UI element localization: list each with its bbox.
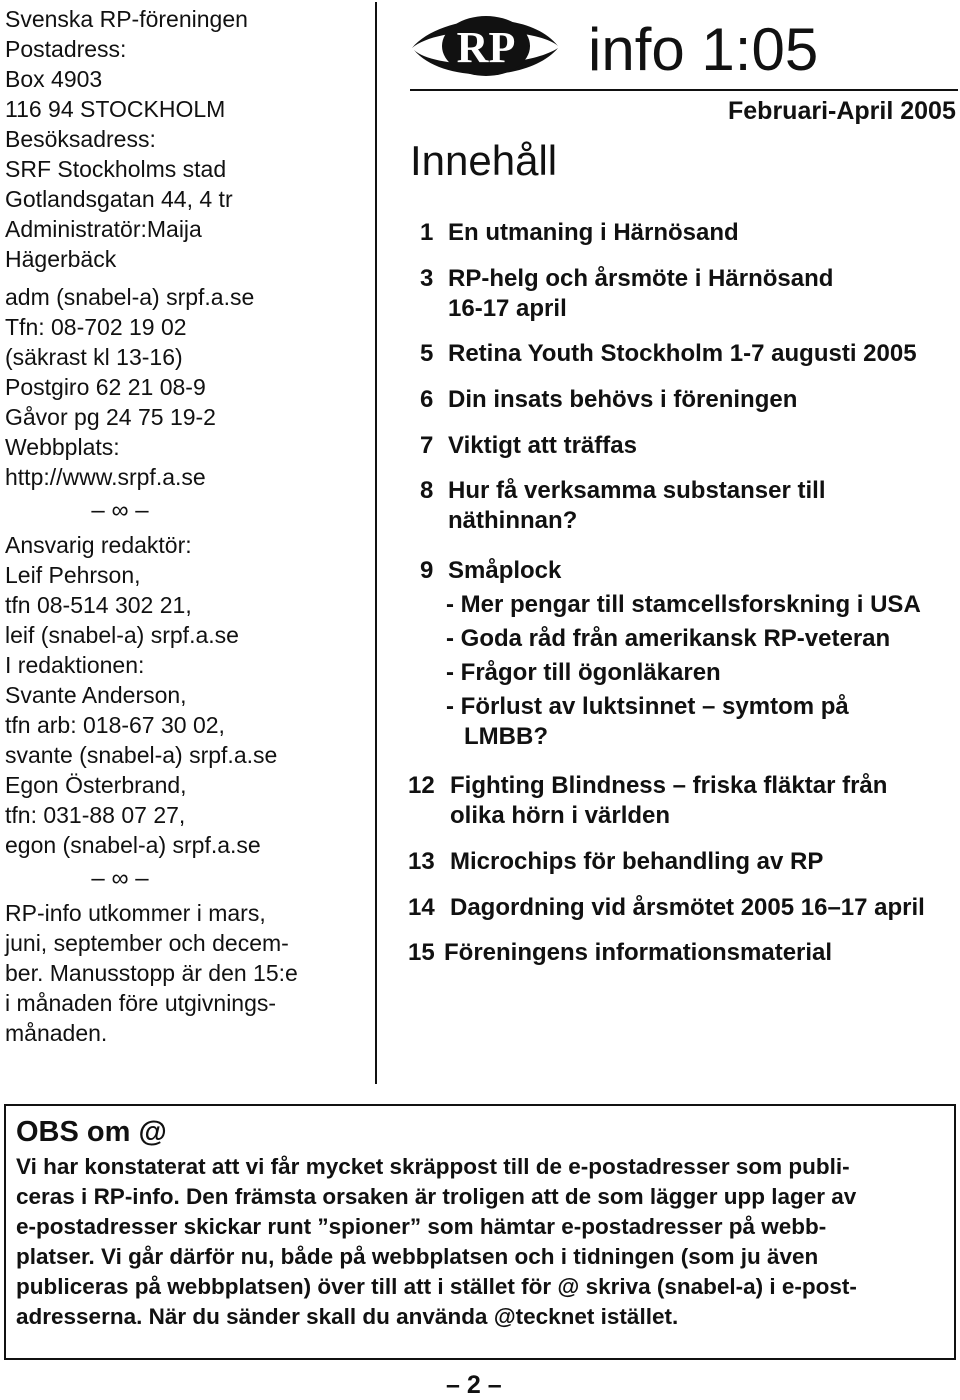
toc-entry-title: RP-helg och årsmöte i Härnösand (448, 265, 834, 292)
editor-line: Svante Anderson, (5, 682, 187, 708)
toc-entry-title: - Förlust av luktsinnet – symtom på (446, 693, 849, 720)
obs-text-line: e-postadresser skickar runt ”spioner” som hämtar e-postadresser på webb- (16, 1214, 827, 1239)
issue-title: info 1:05 (588, 16, 819, 83)
editor-line: svante (snabel-a) srpf.a.se (5, 742, 278, 768)
contact-column (5, 4, 370, 1048)
publication-line: månaden. (5, 1020, 108, 1046)
page-number: – 2 – (446, 1371, 502, 1399)
editor-line: tfn 08-514 302 21, (5, 592, 192, 618)
editor-line: Leif Pehrson, (5, 562, 141, 588)
toc-page-number: 3 (420, 265, 434, 292)
publication-note (5, 898, 370, 1048)
contact-line: Administratör:Maija (5, 216, 202, 242)
contact-line: Webbplats: (5, 434, 120, 460)
toc-entry-title: Småplock (448, 557, 562, 584)
gift-line: Gåvor pg 24 75 19-2 (5, 404, 216, 430)
contact-line: (säkrast kl 13-16) (5, 344, 183, 370)
contact-line: Postadress: (5, 36, 127, 62)
toc-entry-title: LMBB? (464, 723, 548, 750)
obs-text-line: ceras i RP-info. Den främsta orsaken är troligen att de som lägger upp lager av (16, 1184, 857, 1209)
issue-date: Februari-April 2005 (728, 97, 956, 125)
toc-page-number: 8 (420, 477, 434, 504)
toc-page-number: 13 (408, 848, 435, 875)
editor-line: egon (snabel-a) srpf.a.se (5, 832, 261, 858)
editor-line: tfn arb: 018-67 30 02, (5, 712, 225, 738)
publication-line: ber. Manusstopp är den 15:e (5, 960, 298, 986)
logo-text: RP (456, 23, 516, 72)
publication-line: juni, september och decem- (5, 930, 289, 956)
toc-page-number: 7 (420, 432, 434, 459)
rp-eye-logo-icon (410, 10, 560, 82)
address-block (5, 4, 370, 492)
toc-entry-title: Din insats behövs i föreningen (448, 386, 798, 413)
org-name: Svenska RP-föreningen (5, 6, 248, 32)
editor-line: Ansvarig redaktör: (5, 532, 192, 558)
toc-heading: Innehåll (410, 137, 558, 184)
obs-text-line: platser. Vi går därför nu, både på webbplatsen och i tidningen (som ju även (16, 1244, 819, 1269)
contact-line: 116 94 STOCKHOLM (5, 96, 226, 122)
toc-page-number: 15 (408, 939, 435, 966)
obs-text-line: publiceras på webbplatsen) över till att i stället för @ skriva (snabel-a) i e-post- (16, 1274, 857, 1299)
toc-entry-title: Retina Youth Stockholm 1-7 augusti 2005 (448, 340, 917, 367)
contact-line: Gotlandsgatan 44, 4 tr (5, 186, 233, 212)
toc-entry-title: Hur få verksamma substanser till (448, 477, 826, 504)
toc-page-number: 5 (420, 340, 434, 367)
obs-title: OBS om @ (16, 1116, 167, 1148)
editor-line: leif (snabel-a) srpf.a.se (5, 622, 239, 648)
toc-entry-title: 16-17 april (448, 295, 567, 322)
toc-entry-title: Föreningens informationsmaterial (444, 939, 833, 966)
editors-block (5, 530, 370, 860)
toc-entry-title: - Frågor till ögonläkaren (446, 659, 721, 686)
publication-line: RP-info utkommer i mars, (5, 900, 266, 926)
admin-email: adm (snabel-a) srpf.a.se (5, 284, 255, 310)
toc-entry-title: - Mer pengar till stamcellsforskning i USA (446, 591, 921, 618)
obs-text-line: adresserna. När du sänder skall du använda @tecknet istället. (16, 1304, 679, 1329)
toc-entry-title: Viktigt att träffas (448, 432, 637, 459)
toc-page-number: 1 (420, 219, 434, 246)
toc-entry-title: En utmaning i Härnösand (448, 219, 739, 246)
toc-page-number: 14 (408, 894, 435, 921)
toc-page-number: 6 (420, 386, 434, 413)
infinity-separator: – ∞ – (91, 865, 149, 892)
rp-logo (410, 10, 560, 87)
toc-entry-title: - Goda råd från amerikansk RP-veteran (446, 625, 891, 652)
editor-line: Egon Österbrand, (5, 772, 187, 798)
toc-entry-title: Microchips för behandling av RP (450, 848, 824, 875)
toc-entry-title: Fighting Blindness – friska fläktar från (450, 772, 888, 799)
website-link[interactable]: http://www.srpf.a.se (5, 464, 206, 490)
publication-line: i månaden före utgivnings- (5, 990, 277, 1016)
column-divider (375, 2, 377, 1084)
phone-line: Tfn: 08-702 19 02 (5, 314, 187, 340)
obs-notice-box (4, 1104, 956, 1360)
contact-line: Box 4903 (5, 66, 103, 92)
toc-entry-title: olika hörn i världen (450, 802, 671, 829)
toc-entry-title: Dagordning vid årsmötet 2005 16–17 april (450, 894, 925, 921)
toc-page-number: 9 (420, 557, 434, 584)
editor-line: tfn: 031-88 07 27, (5, 802, 186, 828)
obs-text-line: Vi har konstaterat att vi får mycket skräppost till de e-postadresser som publi- (16, 1154, 850, 1179)
contact-line: Besöksadress: (5, 126, 156, 152)
postgiro-line: Postgiro 62 21 08-9 (5, 374, 206, 400)
infinity-separator: – ∞ – (91, 497, 149, 524)
contact-line: SRF Stockholms stad (5, 156, 227, 182)
contact-line: Hägerbäck (5, 246, 117, 272)
toc-page-number: 12 (408, 772, 435, 799)
editor-line: I redaktionen: (5, 652, 145, 678)
toc-entry-title: näthinnan? (448, 507, 578, 534)
masthead-rule (410, 89, 958, 91)
